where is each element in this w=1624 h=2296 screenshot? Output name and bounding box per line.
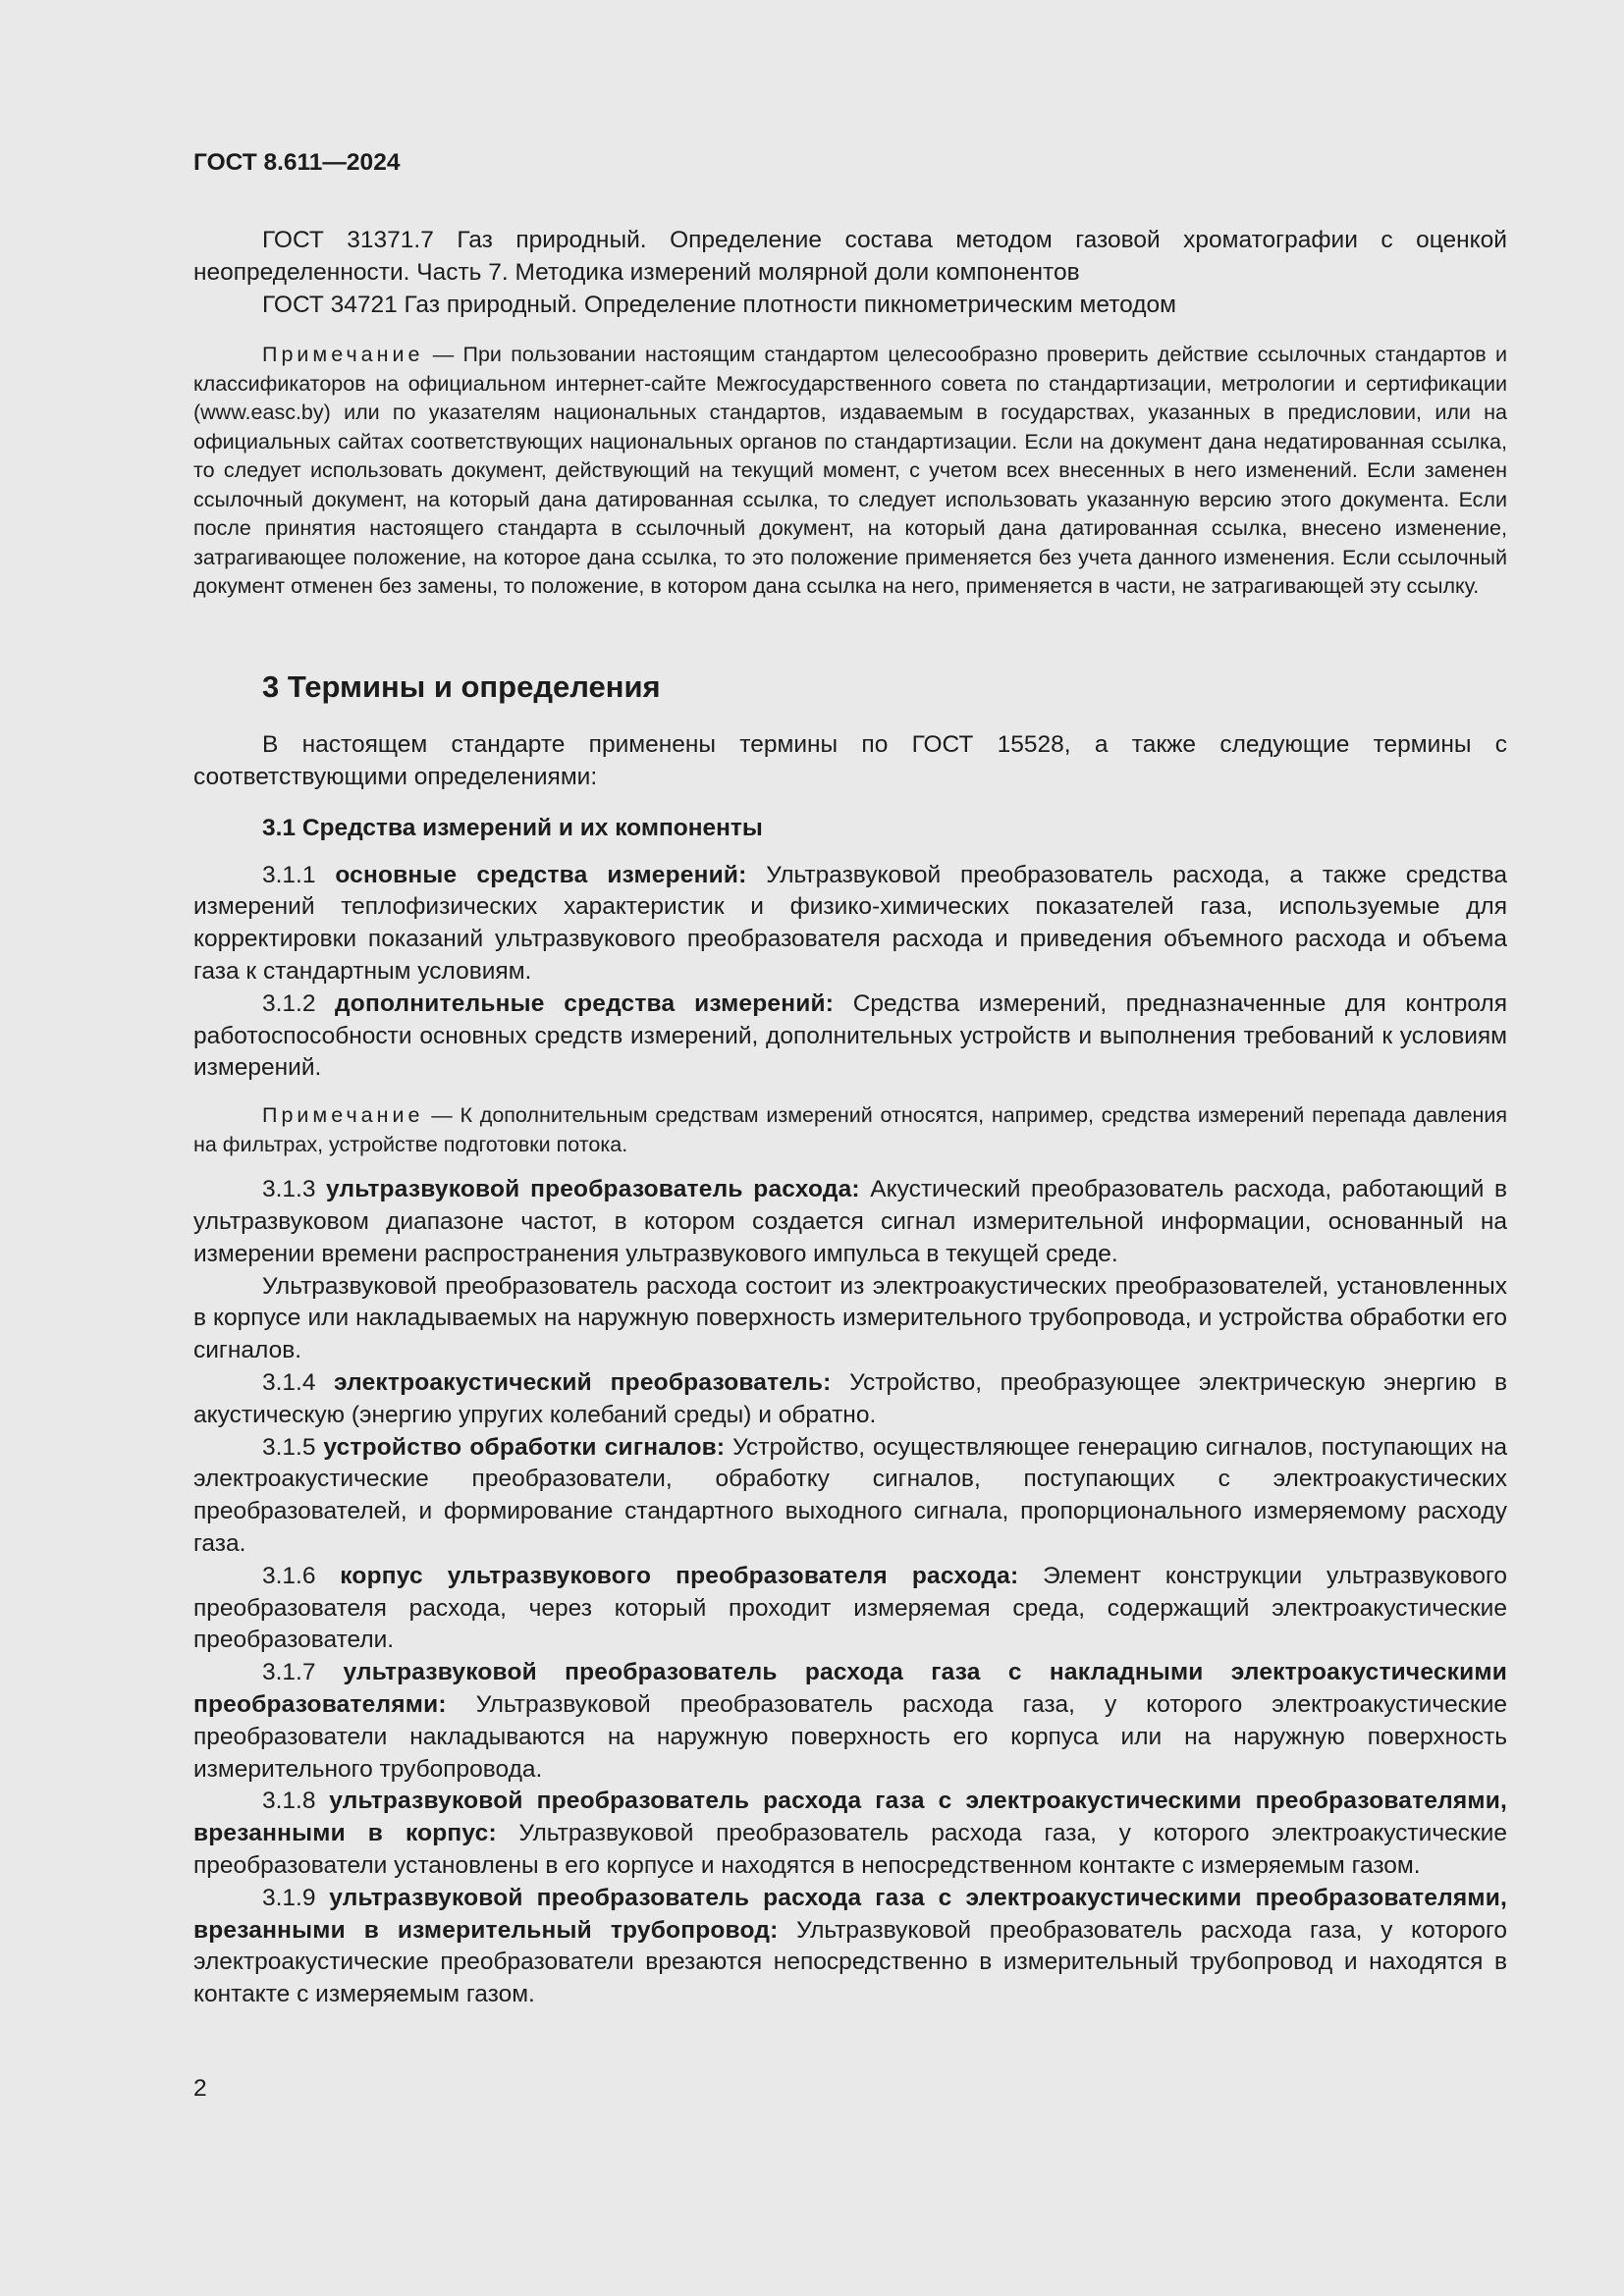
term-definition: Устройство, осуществляющее генерацию сигналов, поступающих на электроакустические преобразователи, обработку сигналов, поступающих с электроакустических преобразователей, и формирование стандартного выходного сигнала, пропорционального измеряемому расходу газа.: [193, 1433, 1507, 1557]
term-definition: Ультразвуковой преобразователь расхода газа, у которого электроакустические преобразователи накладываются на наружную поверхность его корпуса или на наружную поверхность измерительного трубопровода.: [193, 1690, 1507, 1783]
note-label: Примечание: [262, 343, 424, 366]
term-continuation: Ультразвуковой преобразователь расхода состоит из электроакустических преобразователей, установленных в корпусе или накладываемых на наружную поверхность измерительного трубопровода, и устройства обработки его сигналов.: [193, 1272, 1507, 1364]
term-paragraph: [193, 1657, 1507, 1786]
note-text: — При пользовании настоящим стандартом целесообразно проверить действие ссылочных стандартов и классификаторов на официальном интернет-сайте Межгосударственного совета по стандартизации, метрологии и сертификации (www.easc.by) или по указателям национальных стандартов, издаваемым в государствах, указанных в предисловии, или на официальных сайтах соответствующих национальных органов по стандартизации. Если на документ дана недатированная ссылка, то следует использовать документ, действующий на текущий момент, с учетом всех внесенных в него изменений. Если заменен ссылочный документ, на который дана датированная ссылка, то следует использовать указанную версию этого документа. Если после принятия настоящего стандарта в ссылочный документ, на который дана датированная ссылка, внесено изменение, затрагивающее положение, на которое дана ссылка, то это положение применяется без учета данного изменения. Если ссылочный документ отменен без замены, то положение, в котором дана ссылка на него, применяется в части, не затрагивающей эту ссылку.: [193, 343, 1507, 598]
term-paragraph: [193, 1561, 1507, 1657]
references-block: [193, 224, 1507, 321]
reference-item: ГОСТ 31371.7 Газ природный. Определение состава методом газовой хроматографии с оценкой неопределенности. Часть 7. Методика измерений молярной доли компонентов: [193, 227, 1507, 286]
note-block: [193, 341, 1507, 602]
term-name: дополнительные средства измерений:: [335, 989, 835, 1017]
term-paragraph: [193, 1174, 1507, 1270]
term-name: ультразвуковой преобразователь расхода газа с накладными электроакустическими преобразователями:: [193, 1659, 1507, 1718]
term-name: ультразвуковой преобразователь расхода:: [325, 1176, 860, 1203]
section-intro: В настоящем стандарте применены термины по ГОСТ 15528, а также следующие термины с соответствующими определениями:: [193, 731, 1507, 790]
note-paragraph: [193, 1101, 1507, 1159]
term-definition: Устройство, преобразующее электрическую энергию в акустическую (энергию упругих колебаний среды) и обратно.: [193, 1368, 1507, 1428]
term-number: 3.1.4: [262, 1368, 335, 1396]
term-paragraph: [193, 988, 1507, 1085]
terms-group: [193, 1174, 1507, 2011]
section-heading: 3 Термины и определения: [262, 669, 661, 704]
term-paragraph: [193, 1432, 1507, 1561]
term-definition: Ультразвуковой преобразователь расхода, а также средства измерений теплофизических характеристик и физико-химических показателей газа, используемые для корректировки показаний ультразвукового преобразователя расхода и приведения объемного расхода и объема газа к стандартным условиям.: [193, 861, 1507, 985]
term-name: ультразвуковой преобразователь расхода газа с электроакустическими преобразователями, врезанными в измерительный трубопровод:: [193, 1884, 1507, 1944]
term-definition: Ультразвуковой преобразователь расхода газа, у которого электроакустические преобразователи врезаются непосредственно в измерительный трубопровод и находятся в контакте с измеряемым газом.: [193, 1916, 1508, 2008]
term-number: 3.1.6: [262, 1562, 341, 1589]
term-definition: Средства измерений, предназначенные для контроля работоспособности основных средств измерений, дополнительных устройств и выполнения требований к условиям измерений.: [193, 989, 1507, 1082]
reference-item: ГОСТ 34721 Газ природный. Определение плотности пикнометрическим методом: [262, 292, 1176, 318]
note-paragraph: [193, 341, 1507, 602]
term-number: 3.1.3: [262, 1176, 326, 1203]
term-number: 3.1.8: [262, 1788, 330, 1815]
term-number: 3.1.2: [262, 989, 336, 1017]
term-paragraph: [193, 1786, 1507, 1882]
terms-group: [193, 860, 1507, 1086]
note-label: Примечание: [262, 1103, 424, 1128]
term-name: ультразвуковой преобразователь расхода газа с электроакустическими преобразователями, врезанными в корпус:: [193, 1788, 1507, 1847]
note-text: — К дополнительным средствам измерений относятся, например, средства измерений перепада давления на фильтрах, устройстве подготовки потока.: [193, 1103, 1507, 1156]
page-number: 2: [193, 2075, 207, 2102]
term-definition: Ультразвуковой преобразователь расхода газа, у которого электроакустические преобразователи установлены в его корпусе и находятся в непосредственном контакте с измеряемым газом.: [193, 1820, 1507, 1879]
term-definition: Акустический преобразователь расхода, работающий в ультразвуковом диапазоне частот, в котором создается сигнал измерительной информации, основанный на измерении времени распространения ультразвукового импульса в текущей среде.: [193, 1176, 1507, 1267]
term-paragraph: [193, 860, 1507, 988]
term-name: корпус ультразвукового преобразователя расхода:: [340, 1562, 1019, 1589]
section-3: [193, 667, 1507, 2011]
term-number: 3.1.9: [262, 1884, 330, 1911]
term-name: устройство обработки сигналов:: [323, 1433, 726, 1461]
term-name: основные средства измерений:: [335, 861, 747, 888]
term-number: 3.1.1: [262, 861, 336, 888]
document-header: ГОСТ 8.611—2024: [193, 149, 401, 176]
term-paragraph: [193, 1367, 1507, 1432]
term-number: 3.1.7: [262, 1659, 344, 1686]
term-number: 3.1.5: [262, 1433, 324, 1461]
term-paragraph: [193, 1883, 1507, 2011]
term-name: электроакустический преобразователь:: [334, 1368, 832, 1396]
subsection-heading: 3.1 Средства измерений и их компоненты: [262, 814, 763, 841]
term-definition: Элемент конструкции ультразвукового преобразователя расхода, через который проходит измеряемая среда, содержащий электроакустические преобразователи.: [193, 1562, 1507, 1654]
